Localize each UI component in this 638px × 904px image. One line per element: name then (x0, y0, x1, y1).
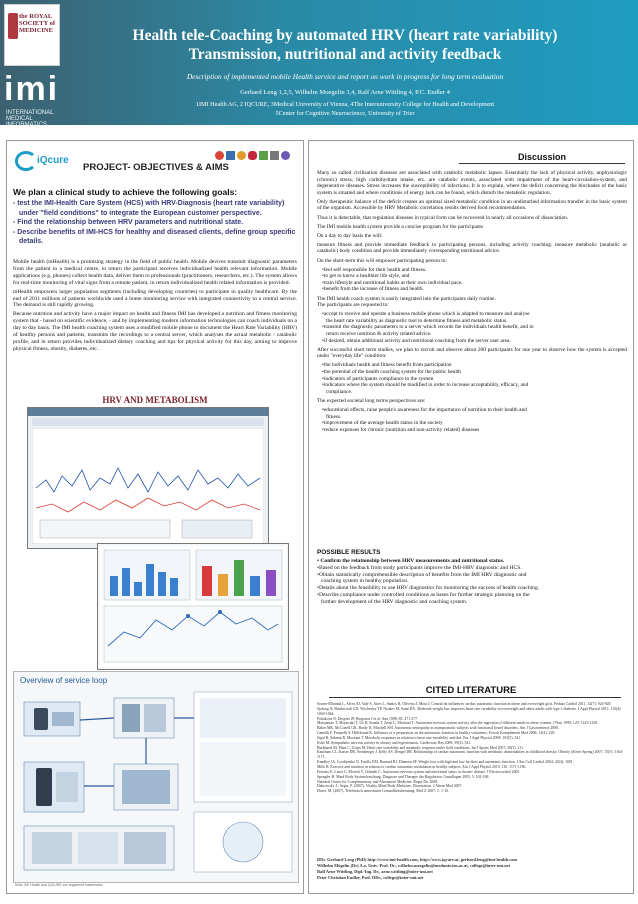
iqcure-logo-text: iQcure (37, 155, 69, 166)
result-item: •Based on the feedback from study participants improve the IMI-HRV diagnostic and HCS. (317, 564, 522, 571)
list-item: •benefit from the increase of fitness and health. (322, 286, 424, 293)
possible-results-list (317, 558, 623, 606)
result-item: •Details about the feasibility to use HRV diagnostics for monitoring the success of health coaching. (317, 585, 540, 592)
iqcure-mark-icon (15, 151, 37, 171)
perspectives-list (317, 407, 627, 433)
imi-logo-subtitle: INTERNATIONAL MEDICAL INFORMATICS (6, 110, 54, 128)
reference-item: Matsumoto T, Miyawaki T, Ue H, Kanda T, Zenji C, Moritani T. Autonomic nervous system activity after the ingestion of different meals in obese women. J Nutr 1999; 129: 1223-1230. (317, 721, 599, 726)
trademark-note: Note: IMI Health and IQCURE are registered trademarks (15, 883, 103, 887)
right-column (308, 140, 634, 894)
contact-item: Ralf Arne Wittling, Dipl.-Ing. Dr., arne.wittling@inter-uni.net (317, 869, 433, 874)
result-item: • Confirm the relationship between HRV measurements and nutritional status. (317, 558, 505, 564)
phone-icon (226, 151, 235, 160)
reference-item: Esler M. Sympathetic nervous activity in obesity and hypertension. Cardiovasc Res 2009; 59(3): 541. (317, 740, 472, 745)
hrv-software-screenshot (27, 407, 269, 549)
affiliation-line-1: 1IMI Health AG, 2 IQCURE, 3Medical University of Vienna, 4The Interuniversity College for Health and Development (195, 101, 495, 108)
reference-item: Poliakova N, Despres JP, Bergeron J et al. Ann 1998; 83: 271-277. (317, 716, 419, 721)
list-item: •indicators where the system should be modified in order to increase acceptability, efficacy, and (322, 382, 529, 389)
empowerment-list (317, 267, 627, 293)
list-item: fitness. (326, 413, 342, 420)
title-line-2: Transmission, nutritional and activity feedback (188, 46, 502, 63)
possible-results-heading: POSSIBLE RESULTS (317, 549, 381, 556)
discussion-paragraph: The expected societal long terms perspectives are: (317, 397, 426, 404)
feature-icon-strip (215, 151, 299, 169)
window-toolbar (32, 418, 264, 426)
rsm-logo-text: the ROYAL SOCIETY of MEDICINE (19, 13, 56, 34)
cited-divider (329, 697, 621, 698)
project-objectives-title: PROJECT- OBJECTIVES & AIMS (83, 162, 229, 173)
discussion-heading: Discussion (517, 152, 566, 162)
list-item: return receive nutrition & activity related advice. (326, 330, 432, 337)
reference-item: Gemelli F, Frasnelli S, Hillebrand K. Influence of a preparation on the autonomic function in healthy volunteers. Forsch Komplement Med 2006; 13(4): 228. (317, 731, 556, 736)
discussion-paragraph: Thus it is detectable, that regulation diseases in typical form can be recovered in nearly all occasions of dissociation. (317, 214, 569, 221)
imi-health-logo (4, 66, 66, 128)
goals-heading: We plan a clinical study to achieve the following goals: (13, 187, 238, 197)
reference-item: Sigal R, Sakami R, Moritani T. Metabolic responses in relation to heart rate variability and diet. Eur J Appl Physiol 2008; 103(5): 541. (317, 735, 522, 740)
reference-item: Kaufman CL, Kaiser DR, Steinberger J, Kelly AS, Dengel DR. Relationship of cardiac autonomic function with metabolic abnormalities in childhood obesity. Obesity (Silver Spring) 2007; 15(5): 1164-1171. (317, 750, 624, 760)
contact-item: Wilhelm Mögelin (Dr) A.o. Univ.-Prof. Dr., wilhelm.moegelin@meduniwien.ac.at, college@inter-uni.net (317, 863, 511, 868)
poster-header (0, 0, 638, 128)
chart-icon (259, 151, 268, 160)
metabolism-charts-illustration (100, 546, 286, 667)
poster-title (80, 26, 610, 64)
discussion-paragraph: The IMI health coach system is easily integrated into the participants daily routine. (317, 295, 496, 302)
reference-item: Sjoberg N, Brinkworth GD, Wycherley TP, Noakes M, Saint DA. Moderate weight loss improves heart rate variability in overweight and obese adults with type 2 diabetes. J Appl Physiol 2011; 110(4): 1060-1064. (317, 706, 622, 716)
discussion-paragraph: measure fitness and provide immediate feedback to participating persons, including activity coaching. measure metabolic (anabolic or catabolic) body condition and provide immediately corresponding nutritional advice. (317, 241, 627, 255)
metabolism-report-screenshot (97, 543, 289, 670)
observation-list (317, 362, 627, 395)
list-item: •feel self responsible for their health and fitness. (322, 266, 427, 273)
reference-item: Knadley JA, Gordiyenko N, Fusillo EM, Barnard RJ, Dinneen SF. Weight loss with high and low fat diets and autonomic function. J Am Coll Cardiol 2004; 43(4): 1001. (317, 760, 574, 765)
participant-requirements-list (317, 311, 627, 344)
heart-icon (248, 151, 257, 160)
reference-item: Ferrario E, Lenzi C, Moretti V, Orlando C. Autonomic nervous system and nutritional status in chronic disease. J Electrocardiol 2005. (317, 769, 521, 774)
overview-title: Overview of service loop (20, 676, 108, 685)
cited-literature-heading: CITED LITERATURE (425, 685, 517, 696)
intro-paragraph: Because nutrition and activity have a major impact on health and fitness IMI has developed a nutrition and fitness monitoring system that - based on scientific evidence, - and by implementing modern information technologies can coach individuals on a day to day basis. The IMI health coaching system uses a modified mobile phone to document the Heart Rate Variability (HRV) of healthy persons and patients, transmits the recordings to a central server, which analyses the actual metabolic / catabolic profile, and in return provides individualized dietary coaching and tips for physical activity for this day, aiming to improve physical fitness, obesity, diabetes, etc. . (13, 311, 297, 352)
discussion-text (317, 170, 627, 436)
list-item: •reduce expenses for chronic (nutrition and non-activity related) diseases (322, 426, 480, 433)
goal-item: - Describe benefits of IMI-HCS for healthy and diseased clients, define group specific (13, 228, 296, 236)
sleep-icon (281, 151, 290, 160)
list-item: •the individuals health and fitness benefit from participation (322, 362, 452, 369)
discussion-paragraph: Many so called civilisation diseases are associated with catabolic metabolic lapses. Essentially the lack of physical activity, unphysiologic (chronic) stress, high carbohydrate intake, etc. are catabolic events, associated with impairment of the heart-circulation-system, and degenerative diseases. Stress increases the susceptibility of infections. It is to explain, where the deficit concerning the blockades of the basic system is situated and where conditions of energy lack can be found, which disturb the metabolic regulation. (317, 170, 627, 196)
result-item: •Describe compliance under controlled conditions as bases for further strategic planning on the (317, 591, 530, 598)
hrv-metabolism-heading: HRV AND METABOLISM (102, 395, 208, 405)
title-line-1: Health tele-Coaching by automated HRV (heart rate variability) (132, 27, 558, 44)
result-item: •Obtain statistically comprehensible description of benefits from the IMI HRV diagnostic and (317, 571, 527, 578)
introduction-text (13, 259, 297, 355)
discussion-paragraph: Only therapeutic balance of the deficit creates an optimal sized metabolic condition in an undisturbed information transfer in the basic system of the organism. Accessible by HRV Metabolic correlation results derived food recommendation. (317, 198, 627, 212)
discussion-paragraph: After successful short term studies, we plan to recruit and observe about 200 participants for one year to observe how the system is accepted under "everyday life" condition: (317, 346, 627, 360)
list-item: •the potential of the health coaching system for the public health (322, 368, 462, 375)
reference-item: Hoser, M. (2007). Telefonisch unterstützte Gesundheitsberatung. Med Z 2007; 1: 1-10. (317, 789, 449, 794)
goals-list (13, 199, 297, 247)
result-item: further development of the HRV diagnostic and coaching system. (321, 598, 468, 605)
intro-paragraph: Mobile health (mHealth) is a promising strategy in the field of public health. Mobile devices transmit diagnostic parameters from the patient to a medical centre, in return the participant receives individualized health relevant information. Mobile applications (e.g. phones) collect health data, deliver them to professionals (practitioners, researchers, etc.). The system allows for real-time monitoring of vital signs from a remote patient, in return individualized health related information is provided. (13, 259, 297, 286)
list-item: •accept to receive and operate a business mobile phone which is adapted to measure and analyse (322, 311, 530, 318)
affiliations (80, 101, 610, 118)
reference-item: Dabrowski, J., Seger, P. (2007). Vitality Mind Body Medicine. Dissertation. J Altern Med 2007. (317, 784, 463, 789)
reference-item: Mills B. Exercise and nutrition in relation to cardiac autonomic modulation in healthy subjects. Eur J Appl Physiol 2010; 110: 1171-1180. (317, 764, 527, 769)
goal-item: - Find the relationship between HRV parameters and nutritional state. (13, 219, 244, 226)
affiliation-line-2: 5Center for Cognitive Neuroscience, University of Trier (275, 109, 415, 117)
reference-item: Spengler H. Mind Body Systemforschung. Diagnose und Therapie der Regulation. Grundlagen 2005; 5: 162-168. (317, 774, 490, 779)
reference-item: National Center for Complementary and Alternative Medicine. Regul Dir 2008. (317, 779, 438, 784)
scale-icon (270, 151, 279, 160)
service-loop-diagram (14, 672, 298, 882)
iqcure-logo (15, 149, 67, 173)
imi-logo-letters: imi (4, 70, 60, 108)
discussion-paragraph: The participants are requested to: (317, 302, 389, 309)
list-item: •educational effects, raise people's awareness for the importance of nutrition to their health and (322, 406, 527, 413)
poster-subtitle: Description of implemented mobile Health service and report on work in progress for long term evaluation (186, 72, 504, 81)
discussion-paragraph: On a day to day basis the will: (317, 232, 383, 239)
service-loop-overview (13, 671, 299, 883)
crest-icon (8, 13, 18, 39)
list-item: •indicators of participants compliance to the system (322, 375, 434, 382)
list-item: •if desired, obtain additional activity and nutritional coaching from the server user area. (322, 337, 511, 344)
goal-item: under "field conditions" to integrate the European customer perspective. (19, 209, 262, 217)
list-item: •to get to know a healthier life style, and (322, 273, 410, 280)
food-icon (237, 151, 246, 160)
list-item: •improvement of the average health status in the society (322, 420, 443, 427)
result-item: coaching system in healthy population. (321, 578, 409, 585)
window-titlebar (28, 408, 268, 416)
reference-item: Soares-Miranda L, Alves AJ, Vale S, Aires L, Santos R, Oliveira J, Mota J. Central fat influences cardiac autonomic function in obese and overweight girls. Pediatr Cardiol 2011; 32(7): 924-928. (317, 702, 612, 706)
contact-list (317, 857, 625, 881)
goal-item: details. (19, 238, 44, 245)
discussion-divider (459, 163, 625, 164)
discussion-paragraph: The IMI mobile health system provide a concise program for the participants (317, 223, 484, 230)
author-list: Gerhard Leng 1,2,5, Wilhelm Moegelin 3,4, Ralf Arne Wittling 4, P.C. Endler 4 (240, 89, 450, 96)
activity-icon (215, 151, 224, 160)
goal-item: - test the IMI-Health Care System (HCS) with HRV-Diagnosis (heart rate variability) (13, 200, 285, 207)
list-item: the heart rate variability as diagnostic tool to determine fitness and metabolic status. (326, 317, 508, 324)
intro-paragraph: mHealth empowers larger population segments (including developing countries) to participate in quality healthcare. By the end of 2011 millions of patients worldwide used a home monitoring service with integrated connectivity to a central service. The demand is still rapidly growing. (13, 288, 297, 309)
list-item: compliance. (326, 388, 353, 395)
royal-society-medicine-logo (4, 4, 60, 66)
hrv-graph-illustration (32, 428, 264, 544)
list-item: •train lifestyle and nutritional habits at their own individual pace. (322, 279, 463, 286)
reference-item: Baker MK, McConell GK, Brady K, Mitchell SM. Autonomic neuropathy in asymptomatic subjects with functional bowel disorders. Am J Gastroenterol 2008. (317, 726, 559, 731)
contact-item: Peter Christian Endler, Prof. DDr., college@inter-uni.net (317, 875, 424, 880)
reference-item: Burkhardt M, Plant C, Gitjes M. Heart rate variability and metabolic response under field conditions. Int J Sports Med 2007; 28(3): 211. (317, 745, 524, 750)
discussion-paragraph: On the short-term this will empower participating person to: (317, 257, 447, 264)
contact-item: DDr. Gerhard Leng (PhD) http://www.imi-health.com, http://www.iqcure.at, gerhard.leng@imi-health.com (317, 857, 518, 862)
list-item: •transmit the diagnostic parameters to a server which records the individuals health benefit, and in (322, 324, 534, 331)
left-column (6, 140, 304, 894)
reference-list (317, 702, 625, 794)
